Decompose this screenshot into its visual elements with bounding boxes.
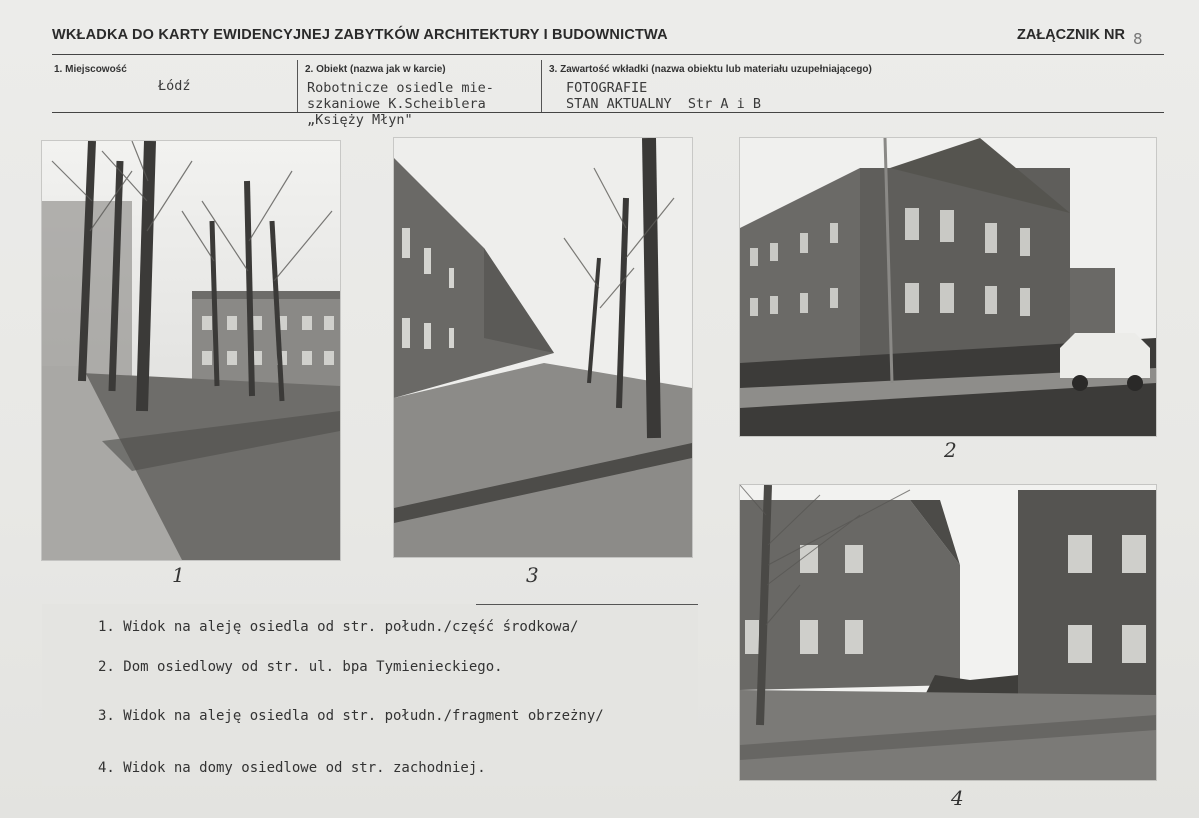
caption-2: 2. Dom osiedlowy od str. ul. bpa Tymienieckiego.	[98, 659, 503, 675]
photo-4-number: 4	[951, 786, 964, 810]
photo-1-avenue	[42, 141, 340, 560]
caption-1: 1. Widok na aleję osiedla od str. połudn./część środkowa/	[98, 619, 579, 635]
fields-rule	[52, 112, 1164, 113]
object-line-3: „Księży Młyn"	[307, 112, 413, 128]
annex-label: ZAŁĄCZNIK NR	[1017, 27, 1125, 43]
contents-label: 3. Zawartość wkładki (nazwa obiektu lub materiału uzupełniającego)	[549, 64, 872, 75]
object-line-2: szkaniowe K.Scheiblera	[307, 96, 486, 112]
locality-label: 1. Miejscowość	[54, 64, 127, 75]
photo-3-number: 3	[526, 563, 539, 587]
contents-line-1: FOTOGRAFIE	[566, 80, 648, 96]
photo-4-west-houses	[740, 485, 1156, 780]
photo-2-corner-house	[740, 138, 1156, 436]
photo-1-number: 1	[172, 563, 185, 587]
caption-4: 4. Widok na domy osiedlowe od str. zachodniej.	[98, 760, 486, 776]
contents-line-2: STAN AKTUALNY Str A i B	[566, 96, 762, 112]
locality-value: Łódź	[158, 78, 191, 94]
sheet-title: WKŁADKA DO KARTY EWIDENCYJNEJ ZABYTKÓW ARCHITEKTURY I BUDOWNICTWA	[52, 27, 668, 43]
photo-2-number: 2	[944, 438, 957, 462]
photo-3-cobbled-lane	[394, 138, 692, 557]
caption-3: 3. Widok na aleję osiedla od str. połudn./fragment obrzeżny/	[98, 708, 604, 724]
column-divider-1	[297, 60, 298, 112]
annex-number: 8	[1133, 30, 1143, 48]
caption-card-edge	[476, 604, 698, 605]
header-rule	[52, 54, 1164, 55]
object-line-1: Robotnicze osiedle mie-	[307, 80, 494, 96]
object-label: 2. Obiekt (nazwa jak w karcie)	[305, 64, 446, 75]
column-divider-2	[541, 60, 542, 112]
